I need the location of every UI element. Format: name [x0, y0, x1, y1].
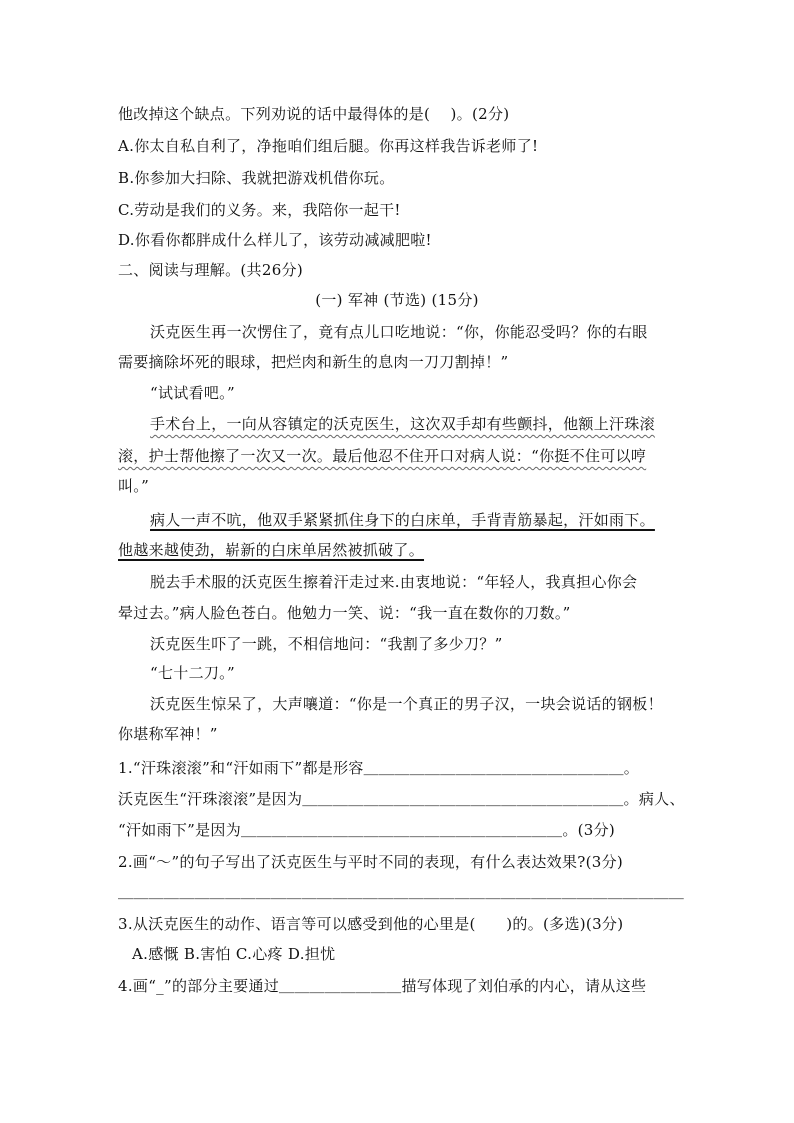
wavy-underlined-sentence-line-2: 滚，护士帮他擦了一次又一次。最后他忍不住开口对病人说：“你挺不住可以哼 [118, 447, 647, 465]
question-stem: 他改掉这个缺点。下列劝说的话中最得体的是( )。(2分) [118, 105, 510, 123]
passage-para-8-line-1: 沃克医生惊呆了，大声嚷道：“你是一个真正的男子汉，一块会说话的钢板！ [150, 695, 663, 713]
question-1-line-3: “汗如雨下”是因为＿＿＿＿＿＿＿＿＿＿＿＿＿＿＿＿＿＿＿＿＿。(3分) [118, 821, 616, 839]
underlined-sentence-line-1: 病人一声不吭，他双手紧紧抓住身下的白床单，手背青筋暴起，汗如雨下。 [150, 511, 655, 529]
section-title: 二、阅读与理解。(共26分) [118, 261, 303, 279]
option-a: A.你太自私自利了，净拖咱们组后腿。你再这样我告诉老师了! [118, 137, 539, 155]
option-d: D.你看你都胖成什么样儿了，该劳动减减肥啦! [118, 231, 432, 249]
passage-para-1-line-1: 沃克医生再一次愣住了，竟有点儿口吃地说：“你，你能忍受吗？你的右眼 [150, 323, 648, 341]
passage-para-1-line-2: 需要摘除坏死的眼球，把烂肉和新生的息肉一刀刀割掉！” [118, 353, 509, 371]
question-2: 2.画“～”的句子写出了沃克医生与平时不同的表现，有什么表达效果?(3分) [118, 853, 624, 871]
question-1-line-1: 1.“汗珠滚滚”和“汗如雨下”都是形容＿＿＿＿＿＿＿＿＿＿＿＿＿＿＿＿＿。 [118, 759, 640, 777]
passage-para-3-line-3: 叫。” [118, 477, 150, 495]
question-2-answer-blank: ＿＿＿＿＿＿＿＿＿＿＿＿＿＿＿＿＿＿＿＿＿＿＿＿＿＿＿＿＿＿＿＿＿＿＿＿＿ [118, 883, 685, 901]
passage-para-5-line-1: 脱去手术服的沃克医生擦着汗走过来.由衷地说：“年轻人，我真担心你会 [150, 573, 638, 591]
question-1-line-2: 沃克医生“汗珠滚滚”是因为＿＿＿＿＿＿＿＿＿＿＿＿＿＿＿＿＿＿＿＿＿。病人、 [118, 790, 685, 808]
question-4: 4.画“_”的部分主要通过＿＿＿＿＿＿＿＿描写体现了刘伯承的内心，请从这些 [118, 977, 647, 995]
passage-para-2: “试试看吧。” [150, 384, 235, 402]
question-3-options: A.感慨 B.害怕 C.心疼 D.担忧 [132, 945, 336, 963]
option-c: C.劳动是我们的义务。来，我陪你一起干! [118, 201, 401, 219]
passage-para-5-line-2: 晕过去。”病人脸色苍白。他勉力一笑、说：“我一直在数你的刀数。” [118, 604, 571, 622]
passage-para-6: 沃克医生吓了一跳，不相信地问：“我割了多少刀？” [150, 635, 503, 653]
passage-title: (一) 军神 (节选) (15分) [315, 291, 479, 309]
passage-para-8-line-2: 你堪称军神！” [118, 725, 218, 743]
option-b: B.你参加大扫除、我就把游戏机借你玩。 [118, 169, 395, 187]
underlined-sentence-line-2: 他越来越使劲，崭新的白床单居然被抓破了。 [118, 541, 425, 559]
question-3: 3.从沃克医生的动作、语言等可以感受到他的心里是( )的。(多选)(3分) [118, 915, 624, 933]
passage-para-7: “七十二刀。” [150, 664, 235, 682]
wavy-underlined-sentence-line-1: 手术台上，一向从容镇定的沃克医生，这次双手却有些颤抖，他额上汗珠滚 [150, 415, 655, 433]
